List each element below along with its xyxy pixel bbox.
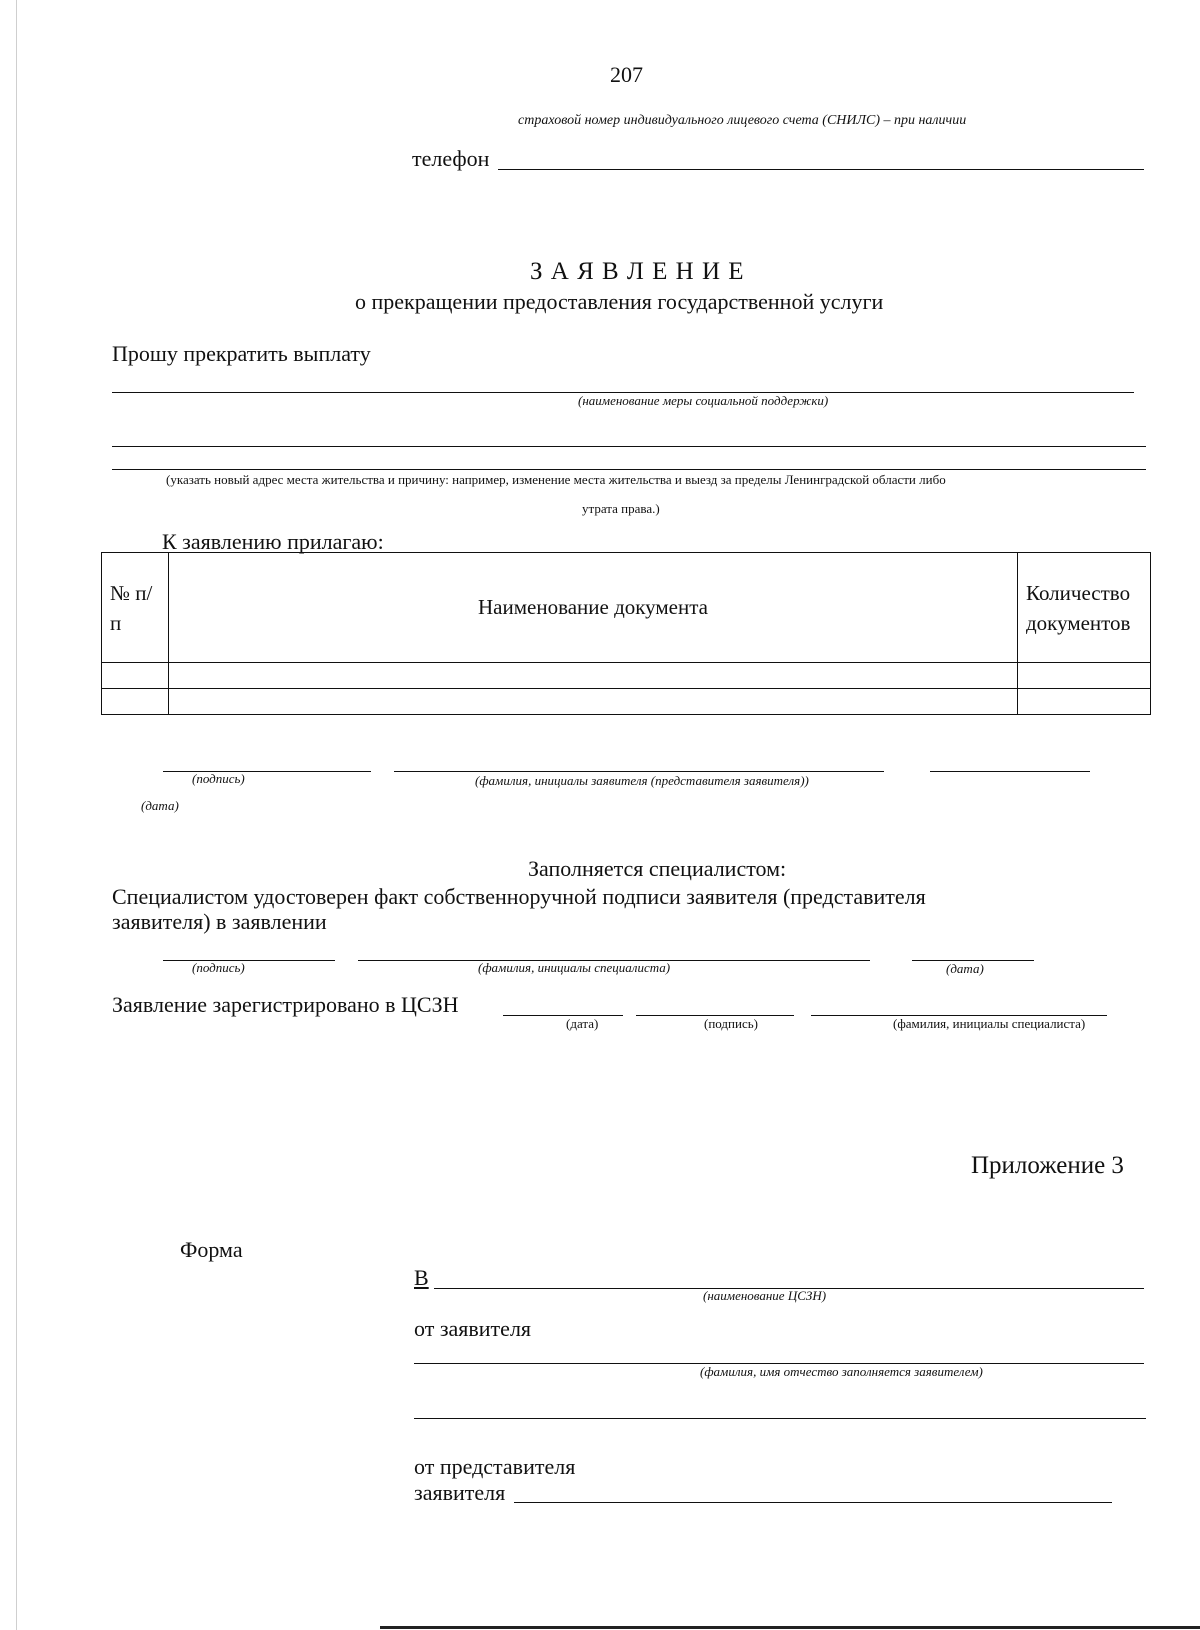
table-cell[interactable] — [1018, 663, 1151, 689]
table-cell[interactable] — [102, 689, 169, 715]
col-header-name: Наименование документа — [169, 553, 1018, 663]
specialist-signature-line[interactable] — [163, 960, 335, 961]
applicant-name-caption: (фамилия, инициалы заявителя (представителя заявителя)) — [475, 773, 809, 788]
applicant-name-line[interactable] — [394, 771, 884, 772]
table-row — [102, 663, 1151, 689]
registered-name-caption: (фамилия, инициалы специалиста) — [893, 1016, 1086, 1031]
request-text: Прошу прекратить выплату — [112, 341, 371, 366]
from-applicant-label: от заявителя — [414, 1316, 532, 1341]
snils-caption: страховой номер индивидуального лицевого счета (СНИЛС) – при наличии — [518, 113, 967, 128]
document-subtitle: о прекращении предоставления государственной услуги — [355, 289, 884, 314]
registered-date-caption: (дата) — [566, 1016, 599, 1031]
documents-table — [101, 552, 1151, 715]
table-cell[interactable] — [169, 663, 1018, 689]
page-number: 207 — [610, 62, 643, 87]
registered-signature-caption: (подпись) — [704, 1016, 758, 1031]
from-representative-label: от представителя — [414, 1454, 576, 1479]
reason-field-2[interactable] — [112, 469, 1146, 470]
applicant-signature-caption: (подпись) — [192, 771, 245, 786]
scan-bottom-edge — [380, 1626, 1200, 1629]
applicant-extra-line[interactable] — [414, 1418, 1146, 1419]
table-row — [102, 689, 1151, 715]
representative-label-line2: заявителя — [414, 1480, 506, 1505]
measure-caption: (наименование меры социальной поддержки) — [578, 393, 829, 408]
registered-date-line[interactable] — [503, 1015, 623, 1016]
applicant-date-caption: (дата) — [141, 798, 179, 813]
col-header-number: № п/п — [102, 553, 169, 663]
table-cell[interactable] — [102, 663, 169, 689]
form-label: Форма — [180, 1237, 243, 1262]
specialist-date-caption: (дата) — [946, 961, 984, 976]
table-cell[interactable] — [1018, 689, 1151, 715]
specialist-name-caption: (фамилия, инициалы специалиста) — [478, 960, 671, 975]
phone-label: телефон — [412, 146, 490, 171]
to-label: В — [414, 1265, 429, 1290]
reason-field-1[interactable] — [112, 446, 1146, 447]
reason-caption-line2: утрата права.) — [582, 501, 660, 516]
specialist-signature-caption: (подпись) — [192, 960, 245, 975]
specialist-text-line1: Специалистом удостоверен факт собственноручной подписи заявителя (представителя — [112, 884, 926, 909]
representative-name-line[interactable] — [514, 1502, 1112, 1503]
phone-field[interactable] — [498, 169, 1144, 170]
appendix-label: Приложение 3 — [971, 1152, 1124, 1179]
applicant-date-line[interactable] — [930, 771, 1090, 772]
applicant-fullname-caption: (фамилия, имя отчество заполняется заявителем) — [700, 1364, 983, 1379]
czsn-caption: (наименование ЦСЗН) — [703, 1288, 827, 1303]
reason-caption-line1: (указать новый адрес места жительства и причину: например, изменение места жительства и выезд за пределы Ленинградской области либо — [166, 472, 946, 487]
scan-edge — [16, 0, 17, 1630]
specialist-text-line2: заявителя) в заявлении — [112, 909, 327, 934]
specialist-heading: Заполняется специалистом: — [528, 856, 787, 881]
document-title: З А Я В Л Е Н И Е — [530, 258, 745, 285]
attach-label: К заявлению прилагаю: — [162, 529, 384, 554]
col-header-quantity: Количество документов — [1018, 553, 1151, 663]
table-cell[interactable] — [169, 689, 1018, 715]
registered-label: Заявление зарегистрировано в ЦСЗН — [112, 992, 459, 1017]
